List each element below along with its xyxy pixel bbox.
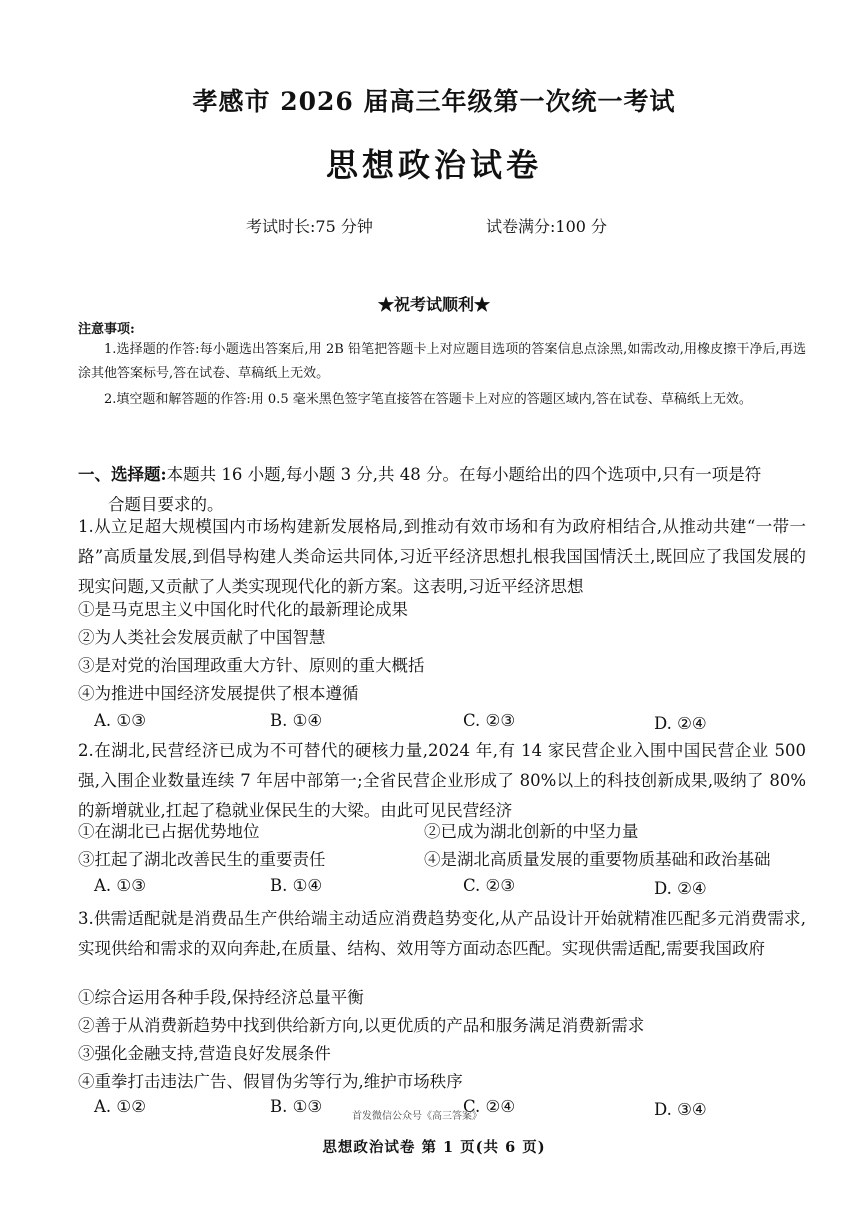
section-lead: 一、选择题: (78, 465, 167, 484)
section-heading (78, 460, 806, 520)
exam-title: 孝感市 2026 届高三年级第一次统一考试 (192, 87, 676, 116)
question-1-option-4: ④为推进中国经济发展提供了根本遵循 (78, 684, 359, 703)
exam-duration: 考试时长:75 分钟 (246, 217, 373, 236)
page-footer: 思想政治试卷 第 1 页(共 6 页) (322, 1139, 546, 1156)
note-item-2: 2.填空题和解答题的作答:用 0.5 毫米黑色签字笔直接答在答题卡上对应的答题区域内,答在试卷、草稿纸上无效。 (104, 392, 752, 407)
note-item-1: 1.选择题的作答:每小题选出答案后,用 2B 铅笔把答题卡上对应题目选项的答案信息点涂黑,如需改动,用橡皮擦干净后,再选涂其他答案标号,答在试卷、草稿纸上无效。 (78, 342, 806, 381)
section-instruction-cont: 合题目要求的。 (108, 495, 224, 514)
question-1-option-2: ②为人类社会发展贡献了中国智慧 (78, 628, 326, 647)
full-score: 试卷满分:100 分 (486, 217, 608, 236)
question-1-choice-c: C. ②③ (463, 711, 516, 730)
question-3-option-3: ③强化金融支持,营造良好发展条件 (78, 1044, 331, 1063)
question-2-choice-a: A. ①③ (94, 876, 146, 895)
question-3-choice-b: B. ①③ (270, 1097, 323, 1116)
section-instruction: 本题共 16 小题,每小题 3 分,共 48 分。在每小题给出的四个选项中,只有一项是符 (166, 465, 762, 484)
question-3-option-2: ②善于从消费新趋势中找到供给新方向,以更优质的产品和服务满足消费新需求 (78, 1016, 645, 1035)
question-2-stem: 2.在湖北,民营经济已成为不可替代的硬核力量,2024 年,有 14 家民营企业入围中国民营企业 500 强,入围企业数量连续 7 年居中部第一;全省民营企业形成了 80%以上的科技创新成果,吸纳了 80%的新增就业,扛起了稳就业保民生的大梁。由此可见民营经济 (78, 741, 806, 820)
notes-heading: 注意事项: (78, 322, 135, 337)
question-2-choice-c: C. ②③ (463, 876, 516, 895)
question-2-option-3: ③扛起了湖北改善民生的重要责任 (78, 850, 326, 869)
question-3-option-4: ④重拳打击违法广告、假冒伪劣等行为,维护市场秩序 (78, 1072, 463, 1091)
question-2-option-4: ④是湖北高质量发展的重要物质基础和政治基础 (424, 850, 771, 869)
question-3-stem: 3.供需适配就是消费品生产供给端主动适应消费趋势变化,从产品设计开始就精准匹配多元消费需求,实现供给和需求的双向奔赴,在质量、结构、效用等方面动态匹配。实现供需适配,需要我国政府 (78, 909, 806, 958)
question-1-option-3: ③是对党的治国理政重大方针、原则的重大概括 (78, 656, 425, 675)
question-1-choice-b: B. ①④ (270, 711, 323, 730)
question-2-choice-d: D. ②④ (654, 879, 707, 898)
good-luck-banner: ★祝考试顺利★ (377, 295, 490, 314)
question-3-choice-c: C. ②④ (463, 1097, 516, 1116)
question-1-option-1: ①是马克思主义中国化时代化的最新理论成果 (78, 600, 408, 619)
question-2-choice-b: B. ①④ (270, 876, 323, 895)
question-2-option-2: ②已成为湖北创新的中坚力量 (424, 822, 639, 841)
question-3-choice-d: D. ③④ (654, 1100, 707, 1119)
question-1-choice-a: A. ①③ (94, 711, 146, 730)
subject-title: 思想政治试卷 (325, 146, 542, 184)
question-3-option-1: ①综合运用各种手段,保持经济总量平衡 (78, 988, 364, 1007)
watermark-text: 首发微信公众号《高三答案》 (352, 1111, 482, 1122)
question-1-stem: 1.从立足超大规模国内市场构建新发展格局,到推动有效市场和有为政府相结合,从推动共建“一带一路”高质量发展,到倡导构建人类命运共同体,习近平经济思想扎根我国国情沃土,既回应了我国发展的现实问题,又贡献了人类实现现代化的新方案。这表明,习近平经济思想 (78, 517, 806, 596)
question-3-choice-a: A. ①② (94, 1097, 146, 1116)
question-2-option-1: ①在湖北已占据优势地位 (78, 822, 260, 841)
question-1-choice-d: D. ②④ (654, 714, 707, 733)
